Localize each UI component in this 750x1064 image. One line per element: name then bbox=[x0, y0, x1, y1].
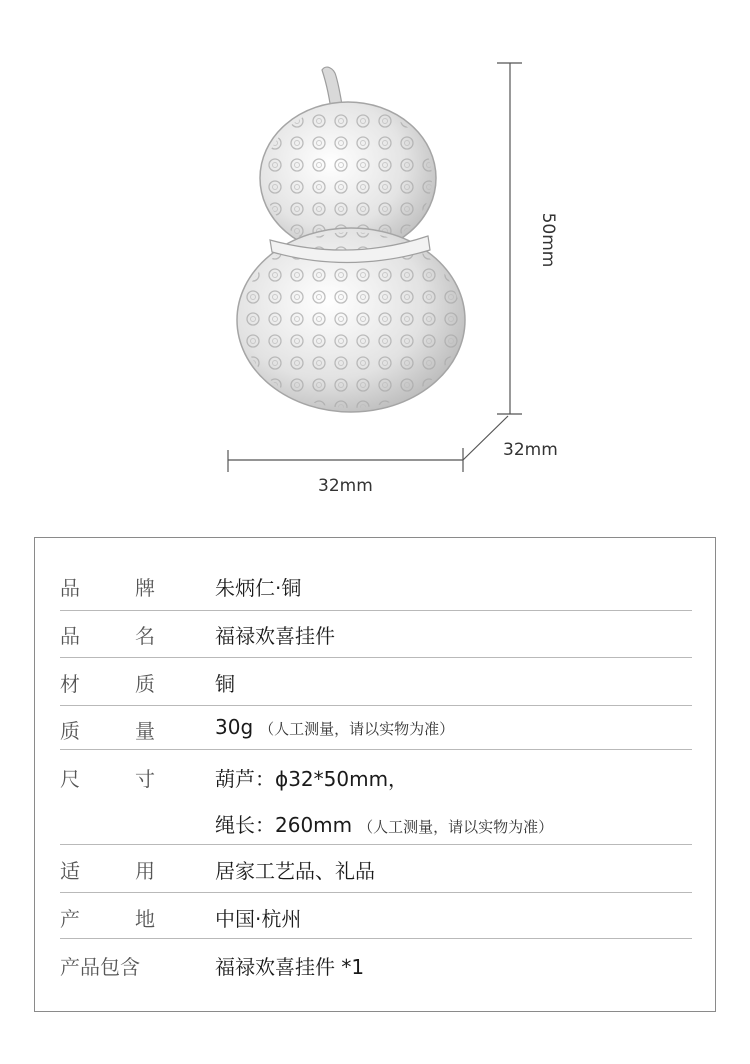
spec-note: （人工测量，请以实物为准） bbox=[259, 720, 455, 738]
divider bbox=[60, 844, 692, 845]
spec-label: 产品包含 bbox=[60, 955, 140, 979]
spec-label: 尺 寸 bbox=[60, 767, 155, 791]
spec-label: 品 名 bbox=[60, 624, 155, 648]
spec-value: 福禄欢喜挂件 bbox=[215, 624, 335, 648]
spec-label: 产 地 bbox=[60, 907, 155, 931]
spec-value: 朱炳仁·铜 bbox=[215, 576, 302, 600]
divider bbox=[60, 705, 692, 706]
depth-dimension-label: 32mm bbox=[503, 440, 558, 460]
spec-value: 中国·杭州 bbox=[215, 907, 302, 931]
spec-value: 30g （人工测量，请以实物为准） bbox=[215, 715, 455, 739]
spec-value: 葫芦：ϕ32*50mm， bbox=[215, 767, 409, 791]
spec-value: 铜 bbox=[215, 672, 235, 696]
spec-value: 福禄欢喜挂件 *1 bbox=[215, 955, 365, 979]
divider bbox=[60, 938, 692, 939]
height-dimension-label: 50mm bbox=[538, 212, 558, 268]
divider bbox=[60, 657, 692, 658]
spec-label: 适 用 bbox=[60, 859, 155, 883]
width-dimension-label: 32mm bbox=[318, 476, 373, 496]
spec-label: 质 量 bbox=[60, 719, 155, 743]
gourd-illustration bbox=[0, 0, 750, 520]
spec-value: 居家工艺品、礼品 bbox=[215, 859, 375, 883]
divider bbox=[60, 749, 692, 750]
spec-label: 品 牌 bbox=[60, 576, 155, 600]
spec-value: 绳长：260mm （人工测量，请以实物为准） bbox=[215, 813, 554, 837]
spec-label: 材 质 bbox=[60, 672, 155, 696]
spec-note: （人工测量，请以实物为准） bbox=[358, 818, 554, 836]
product-figure bbox=[0, 0, 750, 520]
spec-table bbox=[34, 537, 716, 1012]
divider bbox=[60, 892, 692, 893]
divider bbox=[60, 610, 692, 611]
